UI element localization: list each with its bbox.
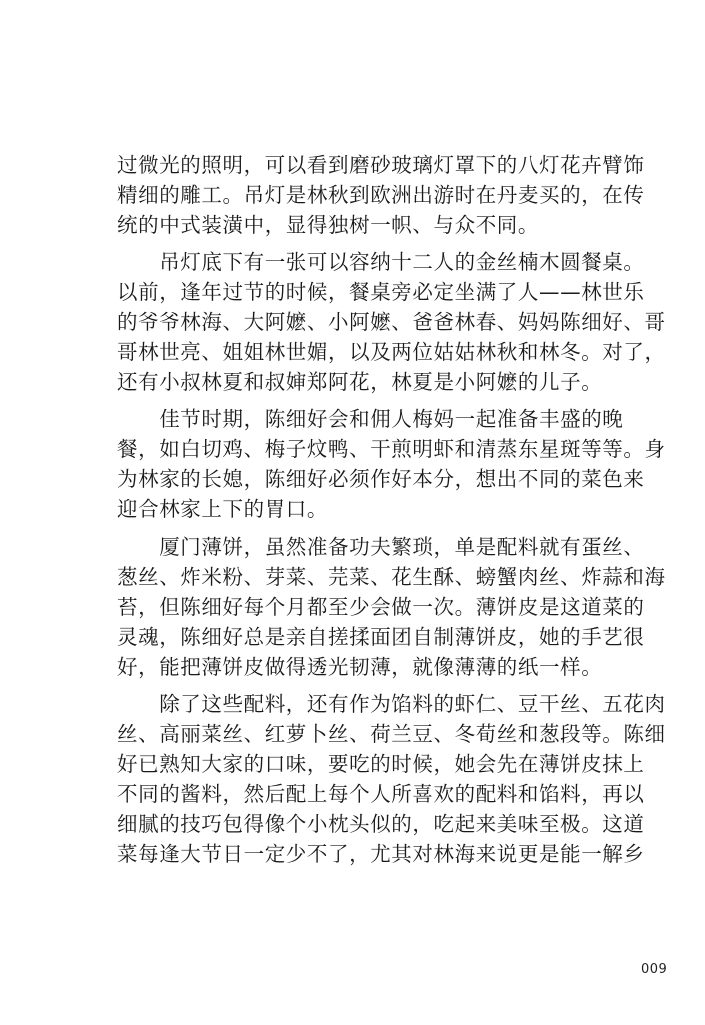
text-line: 细腻的技巧包得像个小枕头似的，吃起来美味至极。这道	[117, 811, 645, 836]
text-line: 好，能把薄饼皮做得透光韧薄，就像薄薄的纸一样。	[117, 654, 603, 679]
text-line: 丝、高丽菜丝、红萝卜丝、荷兰豆、冬荀丝和葱段等。陈细	[117, 721, 666, 746]
text-line: 的爷爷林海、大阿嬷、小阿嬷、爸爸林春、妈妈陈细好、哥	[117, 310, 666, 335]
text-line: 过微光的照明，可以看到磨砂玻璃灯罩下的八灯花卉臂饰	[117, 153, 645, 177]
paragraph	[117, 150, 645, 240]
text-line: 不同的酱料，然后配上每个人所喜欢的配料和馅料，再以	[117, 781, 645, 806]
text-line: 除了这些配料，还有作为馅料的虾仁、豆干丝、五花肉	[117, 691, 666, 716]
text-line: 好已熟知大家的口味，要吃的时候，她会先在薄饼皮抹上	[117, 751, 645, 776]
text-line: 哥林世亮、姐姐林世媚，以及两位姑姑林秋和林冬。对了，	[117, 340, 666, 365]
text-line: 餐，如白切鸡、梅子炆鸭、干煎明虾和清蒸东星斑等等。身	[117, 437, 666, 462]
page-number: 009	[641, 962, 668, 977]
text-line: 菜每逢大节日一定少不了，尤其对林海来说更是能一解乡	[117, 841, 645, 866]
text-line: 以前，逢年过节的时候，餐桌旁必定坐满了人——林世乐	[117, 280, 645, 305]
text-line: 吊灯底下有一张可以容纳十二人的金丝楠木圆餐桌。	[117, 250, 645, 275]
body-text	[117, 150, 666, 869]
text-line: 灵魂，陈细好总是亲自搓揉面团自制薄饼皮，她的手艺很	[117, 624, 645, 649]
text-line: 佳节时期，陈细好会和佣人梅妈一起准备丰盛的晚	[117, 407, 624, 432]
paragraph	[117, 689, 666, 869]
text-line: 厦门薄饼，虽然准备功夫繁琐，单是配料就有蛋丝、	[117, 534, 645, 559]
paragraph	[117, 532, 666, 682]
text-line: 迎合林家上下的胃口。	[117, 497, 328, 522]
text-line: 苔，但陈细好每个月都至少会做一次。薄饼皮是这道菜的	[117, 594, 645, 619]
text-line: 葱丝、炸米粉、芽菜、芫菜、花生酥、螃蟹肉丝、炸蒜和海	[117, 564, 666, 589]
text-line: 精细的雕工。吊灯是林秋到欧洲出游时在丹麦买的，在传	[117, 183, 645, 207]
text-line: 还有小叔林夏和叔婶郑阿花，林夏是小阿嬷的儿子。	[117, 370, 603, 395]
text-line: 为林家的长媳，陈细好必须作好本分，想出不同的菜色来	[117, 467, 645, 492]
paragraph	[117, 247, 666, 397]
text-line: 统的中式装潢中，显得独树一帜、与众不同。	[117, 213, 539, 237]
paragraph	[117, 404, 666, 524]
